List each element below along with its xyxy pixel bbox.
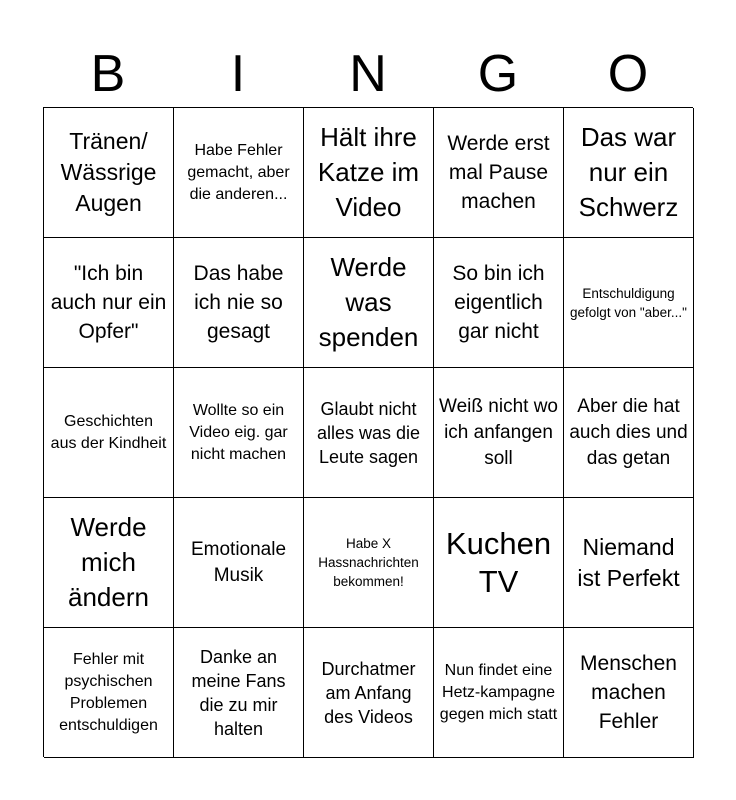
bingo-cell[interactable]: Fehler mit psychischen Problemen entschuldigen <box>44 628 174 758</box>
bingo-cell[interactable]: Werde mich ändern <box>44 498 174 628</box>
header-letter-o: O <box>607 45 649 103</box>
bingo-cell[interactable]: Weiß nicht wo ich anfangen soll <box>434 368 564 498</box>
bingo-cell[interactable]: Glaubt nicht alles was die Leute sagen <box>304 368 434 498</box>
bingo-header <box>43 40 693 108</box>
bingo-cell[interactable]: Das habe ich nie so gesagt <box>174 238 304 368</box>
bingo-cell[interactable]: Hält ihre Katze im Video <box>304 108 434 238</box>
bingo-cell[interactable]: Durchatmer am Anfang des Videos <box>304 628 434 758</box>
bingo-cell[interactable]: Habe X Hassnachrichten bekommen! <box>304 498 434 628</box>
bingo-cell[interactable]: Kuchen TV <box>434 498 564 628</box>
bingo-cell[interactable]: Geschichten aus der Kindheit <box>44 368 174 498</box>
bingo-cell[interactable]: Tränen/ Wässrige Augen <box>44 108 174 238</box>
bingo-cell[interactable]: Niemand ist Perfekt <box>564 498 694 628</box>
bingo-cell[interactable]: Entschuldigung gefolgt von "aber..." <box>564 238 694 368</box>
bingo-cell[interactable]: Das war nur ein Schwerz <box>564 108 694 238</box>
bingo-cell[interactable]: Wollte so ein Video eig. gar nicht machen <box>174 368 304 498</box>
bingo-card <box>43 107 693 757</box>
bingo-cell[interactable]: Werde was spenden <box>304 238 434 368</box>
bingo-cell[interactable]: Nun findet eine Hetz-kampagne gegen mich statt <box>434 628 564 758</box>
header-letter-b: B <box>90 45 126 103</box>
bingo-cell[interactable]: Menschen machen Fehler <box>564 628 694 758</box>
bingo-cell[interactable]: Danke an meine Fans die zu mir halten <box>174 628 304 758</box>
header-letter-n: N <box>349 45 387 103</box>
bingo-cell[interactable]: Emotionale Musik <box>174 498 304 628</box>
bingo-cell[interactable]: Habe Fehler gemacht, aber die anderen... <box>174 108 304 238</box>
bingo-cell[interactable]: Werde erst mal Pause machen <box>434 108 564 238</box>
bingo-cell[interactable]: Aber die hat auch dies und das getan <box>564 368 694 498</box>
header-letter-i: I <box>230 45 246 103</box>
bingo-cell[interactable]: "Ich bin auch nur ein Opfer" <box>44 238 174 368</box>
bingo-cell[interactable]: So bin ich eigentlich gar nicht <box>434 238 564 368</box>
header-letter-g: G <box>477 45 519 103</box>
